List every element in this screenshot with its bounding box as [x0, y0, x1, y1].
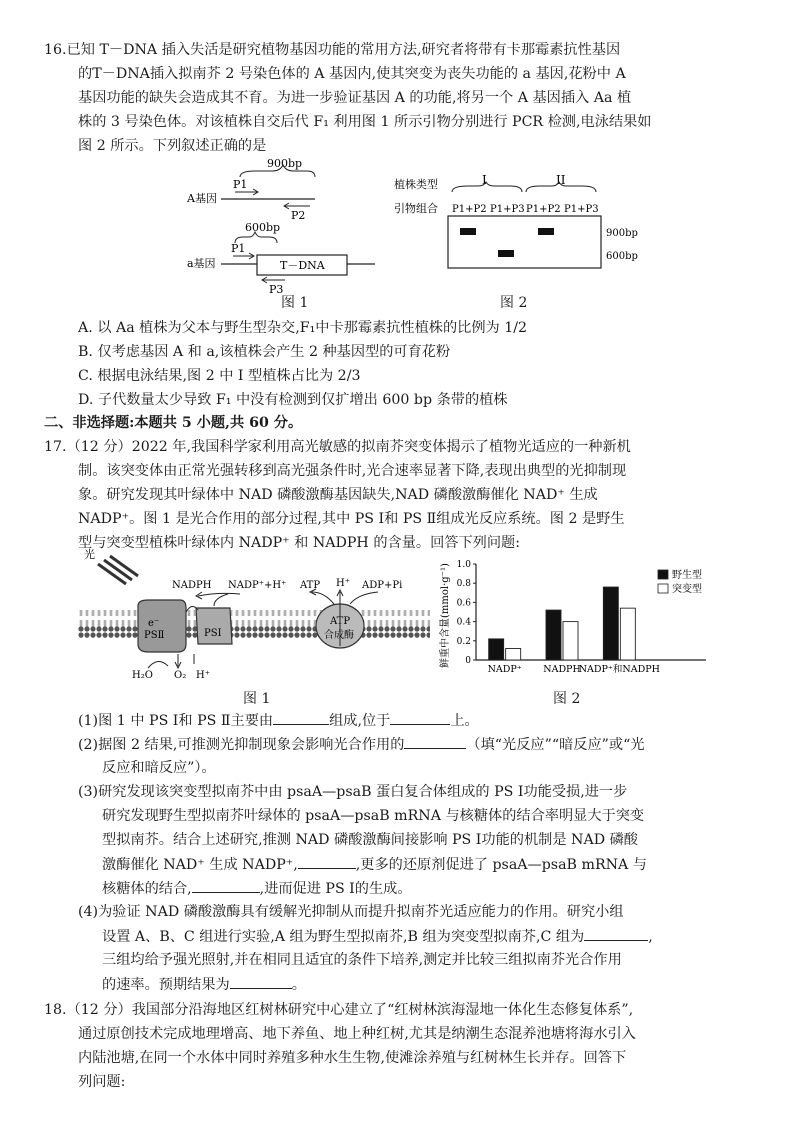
answer-blank-3[interactable]	[404, 734, 466, 749]
q16-line-3: 基因功能的缺失会造成其不育。为进一步验证基因 A 的功能,将另一个 A 基因插入 Aa 植	[78, 90, 632, 106]
legend-swatch-mutant	[658, 584, 668, 593]
answer-blank-7[interactable]	[230, 974, 292, 989]
bar-mutant-1	[563, 622, 578, 660]
adp-pi-label: ADP+Pi	[362, 580, 403, 591]
p2-label: P2	[291, 209, 306, 222]
membrane	[78, 610, 430, 638]
len-600-label: 600bp	[245, 221, 281, 234]
primer-1: P1+P2	[452, 204, 487, 215]
q17-sub1: (1)图 1 中 PS Ⅰ和 PS Ⅱ主要由 组成,位于 上。	[78, 710, 479, 731]
answer-blank-2[interactable]	[390, 710, 450, 725]
q18-line-3: 内陆池塘,在同一个水体中同时养殖多种水生生物,使滩涂养殖与红树林生长并存。回答下	[78, 1050, 627, 1066]
q18-line-2: 通过原创技术完成地理增高、地下养鱼、地上种红树,尤其是纳潮生态混养池塘将海水引入	[78, 1026, 636, 1042]
q17-line-4: NADP⁺。图 1 是光合作用的部分过程,其中 PS Ⅰ和 PS Ⅱ组成光反应系统。图 2 是野生	[78, 511, 625, 527]
q17-sub2-cont: 反应和暗反应”）。	[102, 760, 216, 776]
type-I-label: I	[482, 173, 487, 187]
y-tick-label: 0	[465, 656, 471, 666]
gel-frame	[448, 216, 601, 268]
gel-band-2	[538, 228, 554, 235]
q17-sub2: (2)据图 2 结果,可推测光抑制现象会影响光合作用的 （填“光反应”“暗反应”或“光	[78, 734, 645, 755]
primer-4: P1+P3	[564, 204, 599, 215]
bar-wild-0	[489, 639, 504, 660]
q16-figure-2	[390, 170, 650, 280]
h-bottom-label: H⁺	[196, 670, 210, 681]
answer-blank-6[interactable]	[584, 926, 648, 941]
chart-ylabel: 鲜重中含量(mmol·g⁻¹)	[440, 563, 451, 668]
type-II-label: II	[556, 173, 566, 187]
p1-label-a: P1	[233, 178, 248, 191]
q16-fig1-caption: 图 1	[281, 295, 309, 311]
q17-sub4-line4: 的速率。预期结果为 。	[102, 974, 306, 995]
answer-blank-4[interactable]	[298, 854, 356, 869]
gene-A-label: A基因	[187, 192, 217, 205]
nadph-label: NADPH	[172, 580, 212, 591]
q17-sub3-line3: 型拟南芥。结合上述研究,推测 NAD 磷酸激酶间接影响 PS Ⅰ功能的机制是 NAD 磷酸	[102, 832, 638, 848]
q17-fig2-caption: 图 2	[553, 691, 581, 707]
y-tick-label: 0.4	[456, 617, 471, 628]
len-900-label: 900bp	[267, 157, 303, 170]
legend-label-wild: 野生型	[672, 570, 702, 581]
q17-figure-1	[78, 548, 430, 686]
gel-band-3	[498, 250, 514, 257]
q16-figure-1	[185, 155, 385, 315]
q17-line-1: 17.（12 分）2022 年,我国科学家利用高光敏感的拟南芥突变体揭示了植物光适应的一种新机	[44, 439, 631, 455]
h2o-label: H₂O	[132, 670, 153, 681]
bar-wild-2	[603, 587, 618, 660]
q17-sub3-line2: 研究发现野生型拟南芥叶绿体的 psaA—psaB mRNA 与核糖体的结合率明显大于突变	[102, 808, 645, 824]
o2-label: O₂	[174, 670, 187, 681]
q18-line-4: 列问题:	[78, 1074, 126, 1090]
q17-sub3-line5: 核糖体的结合, ,进而促进 PS Ⅰ的生成。	[102, 878, 412, 899]
q16-option-c: C. 根据电泳结果,图 2 中 I 型植株占比为 2/3	[78, 368, 361, 384]
bar-mutant-2	[620, 608, 635, 660]
y-tick-label: 0.8	[456, 579, 471, 590]
nadp-h-label: NADP⁺+H⁺	[228, 580, 287, 591]
p1-label-b: P1	[231, 242, 246, 255]
y-tick-label: 1.0	[456, 560, 471, 570]
atp-label: ATP	[300, 580, 321, 591]
x-category-label: NADP⁺	[487, 664, 522, 675]
ps1-label: PSⅠ	[204, 628, 222, 639]
bar-wild-1	[546, 610, 561, 660]
gene-a-label: a基因	[187, 257, 216, 270]
q17-sub3-line4: 激酶催化 NAD⁺ 生成 NADP⁺, ,更多的还原剂促进了 psaA—psaB mRNA 与	[102, 854, 647, 875]
e-label: e⁻	[148, 618, 160, 629]
bar-mutant-0	[506, 648, 521, 660]
q16-option-b: B. 仅考虑基因 A 和 a,该植株会产生 2 种基因型的可育花粉	[78, 344, 451, 360]
q17-line-3: 象。研究发现其叶绿体中 NAD 磷酸激酶基因缺失,NAD 磷酸激酶催化 NAD⁺ 生成	[78, 487, 598, 503]
y-tick-label: 0.2	[456, 636, 471, 647]
plant-type-label: 植株类型	[394, 178, 438, 191]
q17-line-5: 型与突变型植株叶绿体内 NADP⁺ 和 NADPH 的含量。回答下列问题:	[78, 535, 520, 551]
q16-fig2-caption: 图 2	[500, 295, 528, 311]
q16-line-5: 图 2 所示。下列叙述正确的是	[78, 138, 267, 154]
legend-label-mutant: 突变型	[672, 584, 702, 595]
answer-blank-1[interactable]	[273, 710, 329, 725]
gel-band-1	[460, 228, 476, 235]
q17-sub4-line1: (4)为验证 NAD 磷酸激酶具有缓解光抑制从而提升拟南芥光适应能力的作用。研究小组	[78, 904, 624, 920]
atp-synthase-label-1: ATP	[330, 616, 351, 627]
section-heading: 二、非选择题:本题共 5 小题,共 60 分。	[44, 415, 303, 431]
x-category-label: NADPH	[543, 664, 581, 675]
tdna-label: T－DNA	[280, 259, 325, 272]
primer-3: P1+P2	[526, 204, 561, 215]
atp-synthase-label-2: 合成酶	[324, 630, 354, 641]
q17-sub3-line1: (3)研究发现该突变型拟南芥中由 psaA—psaB 蛋白复合体组成的 PS Ⅰ功能受损,进一步	[78, 784, 628, 800]
q17-sub4-line2: 设置 A、B、C 组进行实验,A 组为野生型拟南芥,B 组为突变型拟南芥,C 组为 ,	[102, 926, 653, 947]
q16-option-d: D. 子代数量太少导致 F₁ 中没有检测到仅扩增出 600 bp 条带的植株	[78, 392, 508, 408]
primer-label: 引物组合	[394, 202, 438, 215]
q16-line-2: 的T－DNA插入拟南芥 2 号染色体的 A 基因内,使其突变为丧失功能的 a 基因,花粉中 A	[78, 66, 626, 82]
q16-line-1: 16.已知 T－DNA 插入失活是研究植物基因功能的常用方法,研究者将带有卡那霉素抗性基因	[44, 42, 621, 58]
q18-line-1: 18.（12 分）我国部分沿海地区红树林研究中心建立了“红树林滨海湿地一体化生态修复体系”,	[44, 1002, 634, 1018]
x-category-label: NADP⁺和NADPH	[578, 664, 660, 675]
ps2-complex	[138, 600, 186, 652]
hplus-label: H⁺	[336, 578, 350, 589]
bp900-label: 900bp	[606, 228, 638, 239]
q16-line-4: 株的 3 号染色体。对该植株自交后代 F₁ 利用图 1 所示引物分别进行 PCR 检测,电泳结果如	[78, 114, 652, 130]
primer-2: P1+P3	[490, 204, 525, 215]
answer-blank-5[interactable]	[192, 878, 260, 893]
q17-sub4-line3: 三组均给予强光照射,并在相同且适宜的条件下培养,测定并比较三组拟南芥光合作用	[102, 952, 622, 968]
q17-fig1-caption: 图 1	[243, 691, 271, 707]
p3-label: P3	[269, 283, 284, 296]
ps2-label: PSⅡ	[144, 630, 165, 641]
q16-option-a: A. 以 Aa 植株为父本与野生型杂交,F₁中卡那霉素抗性植株的比例为 1/2	[78, 320, 528, 336]
light-label: 光	[84, 548, 95, 561]
bp600-label: 600bp	[606, 251, 638, 262]
y-tick-label: 0.6	[456, 598, 471, 609]
q17-figure-2-chart	[436, 556, 736, 680]
q17-line-2: 制。该突变体由正常光强转移到高光强条件时,光合速率显著下降,表现出典型的光抑制现	[78, 463, 627, 479]
legend-swatch-wild	[658, 570, 668, 579]
